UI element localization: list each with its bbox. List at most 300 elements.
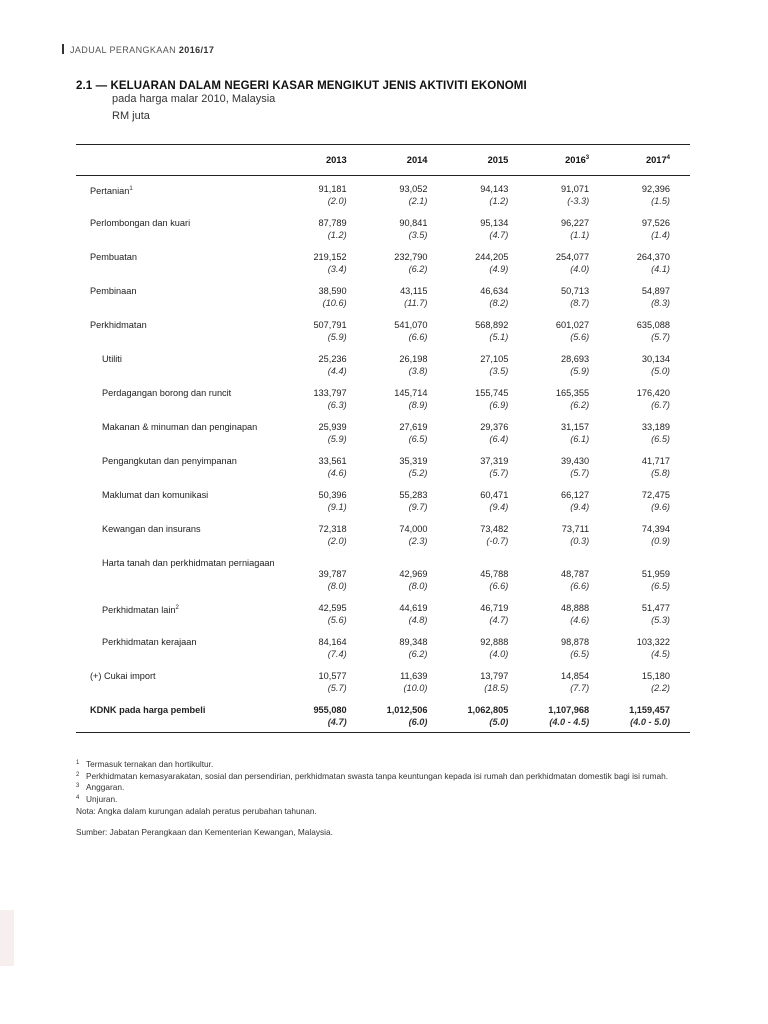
value-percent-change: (4.1) [651,263,670,274]
value-number: 95,134 [480,218,509,228]
row-label-text: Pengangkutan dan penyimpanan [102,456,237,466]
footnotes-block [76,759,696,838]
value-cell [609,597,690,631]
running-header [62,44,214,55]
row-label [76,597,296,631]
value-number: 13,797 [480,671,509,681]
value-cell [296,280,367,314]
value-number: 48,888 [561,603,590,613]
value-number: 26,198 [399,354,428,364]
table-row [76,348,690,382]
value-cell [447,552,528,597]
value-number: 28,693 [561,354,590,364]
value-percent-change: (9.4) [489,501,509,512]
row-label [76,552,296,597]
value-cell [528,348,609,382]
value-number: 541,070 [394,320,428,330]
value-percent-change: (7.4) [327,648,347,659]
row-label-text: Perlombongan dan kuari [90,218,191,228]
value-cell [609,416,690,450]
footnote-text: Unjuran. [86,793,118,804]
col-header-2017 [609,145,690,176]
row-label [76,314,296,348]
value-cell [367,552,448,597]
value-number: 46,634 [480,286,509,296]
value-percent-change: (1.1) [570,229,590,240]
value-number: 35,319 [399,456,428,466]
value-number: 219,152 [313,252,347,262]
value-cell [367,484,448,518]
value-cell [367,597,448,631]
header-label-cell [76,145,296,176]
table-row [76,382,690,416]
value-percent-change: (1.2) [327,229,347,240]
row-label-text: Pembinaan [90,286,137,296]
value-cell [528,212,609,246]
value-percent-change: (5.9) [327,331,347,342]
table-row [76,280,690,314]
value-percent-change: (4.0 - 4.5) [549,716,590,727]
value-cell [609,518,690,552]
value-percent-change: (5.2) [408,467,428,478]
value-number: 39,787 [318,569,347,579]
value-cell [296,176,367,213]
value-percent-change: (4.6) [570,614,590,625]
row-label-text: Maklumat dan komunikasi [102,490,209,500]
value-percent-change: (5.7) [489,467,509,478]
value-number: 38,590 [318,286,347,296]
value-number: 90,841 [399,218,428,228]
row-label [76,665,296,699]
col-header-2014 [367,145,448,176]
value-percent-change: (5.7) [327,682,347,693]
footnote [76,782,696,794]
row-label [76,450,296,484]
value-percent-change: (5.0) [651,365,670,376]
value-percent-change: (6.2) [408,263,428,274]
value-percent-change: (2.3) [408,535,428,546]
value-percent-change: (2.2) [651,682,670,693]
value-percent-change: (10.0) [403,682,428,693]
value-number: 1,159,457 [629,705,670,715]
table-row [76,631,690,665]
value-cell [447,348,528,382]
value-number: 103,322 [636,637,670,647]
value-cell [528,246,609,280]
value-cell [447,597,528,631]
value-cell [609,314,690,348]
value-number: 1,107,968 [548,705,590,715]
value-cell [296,631,367,665]
table-header [76,145,690,176]
value-number: 51,959 [641,569,670,579]
header-bar-marker [62,44,64,54]
row-label-text: Makanan & minuman dan penginapan [102,422,258,432]
value-number: 244,205 [475,252,509,262]
value-cell [296,416,367,450]
table-row [76,212,690,246]
row-label-text: Kewangan dan insurans [102,524,201,534]
gdp-table [76,144,690,733]
row-label-text: Pembuatan [90,252,137,262]
row-label-text: (+) Cukai import [90,671,156,681]
value-number: 507,791 [313,320,347,330]
value-cell [296,348,367,382]
value-number: 84,164 [318,637,347,647]
value-number: 91,071 [561,184,590,194]
value-number: 46,719 [480,603,509,613]
row-label-text: Utiliti [102,354,122,364]
col-header-2015 [447,145,528,176]
value-percent-change: (5.7) [570,467,590,478]
value-number: 1,012,506 [386,705,428,715]
value-percent-change: (4.8) [408,614,428,625]
value-number: 254,077 [555,252,590,262]
value-percent-change: (9.6) [651,501,670,512]
value-percent-change: (18.5) [484,682,509,693]
value-number: 98,878 [561,637,590,647]
value-percent-change: (6.4) [489,433,509,444]
value-number: 25,939 [318,422,347,432]
value-percent-change: (5.9) [327,433,347,444]
value-percent-change: (4.7) [327,716,347,727]
value-number: 94,143 [480,184,509,194]
value-number: 31,157 [561,422,590,432]
col-year: 2017 [645,155,667,166]
value-percent-change: (1.2) [489,195,509,206]
value-number: 27,619 [399,422,428,432]
value-cell [447,631,528,665]
table-row [76,699,690,733]
value-number: 93,052 [399,184,428,194]
value-cell [528,416,609,450]
value-percent-change: (6.6) [570,580,590,591]
value-number: 165,355 [555,388,590,398]
value-percent-change: (6.5) [570,648,590,659]
value-percent-change: (9.4) [570,501,590,512]
value-number: 96,227 [561,218,590,228]
value-percent-change: (8.3) [651,297,670,308]
value-percent-change: (0.3) [570,535,590,546]
table-row [76,246,690,280]
value-percent-change: (5.1) [489,331,509,342]
value-cell [447,246,528,280]
value-percent-change: (6.2) [408,648,428,659]
footnote-mark: 3 [76,783,80,789]
value-cell [296,484,367,518]
value-cell [609,699,690,733]
value-cell [528,280,609,314]
row-label-text: Perkhidmatan lain [102,605,176,616]
row-label [76,382,296,416]
value-percent-change: (4.0) [570,263,590,274]
value-cell [367,246,448,280]
footnote-mark: 4 [76,794,80,801]
footnote [76,771,696,783]
col-year: 2015 [487,155,509,166]
col-sup: 3 [585,154,590,161]
value-number: 50,713 [561,286,590,296]
value-number: 33,561 [318,456,347,466]
value-percent-change: (4.6) [327,467,347,478]
value-cell [367,314,448,348]
value-number: 30,134 [641,354,670,364]
side-tab-marker [0,910,14,966]
table-row [76,416,690,450]
value-number: 55,283 [399,490,428,500]
value-cell [528,518,609,552]
value-percent-change: (2.0) [327,195,347,206]
value-number: 45,788 [480,569,509,579]
value-number: 74,000 [399,524,428,534]
value-percent-change: (6.6) [408,331,428,342]
value-percent-change: (11.7) [404,297,428,308]
value-number: 635,088 [636,320,670,330]
value-cell [528,382,609,416]
footnote-text: Termasuk ternakan dan hortikultur. [86,759,214,769]
value-cell [296,665,367,699]
value-number: 92,396 [641,184,670,194]
value-percent-change: (3.8) [408,365,428,376]
row-label [76,699,296,733]
value-percent-change: (8.9) [408,399,428,410]
value-number: 27,105 [480,354,509,364]
row-label [76,280,296,314]
col-year: 2013 [325,155,347,166]
col-header-2013 [296,145,367,176]
value-cell [528,450,609,484]
table-row [76,665,690,699]
value-number: 955,080 [313,705,347,715]
value-percent-change: (4.5) [651,648,670,659]
value-percent-change: (5.9) [570,365,590,376]
value-cell [367,450,448,484]
value-percent-change: (4.7) [489,229,509,240]
value-percent-change: (4.9) [489,263,509,274]
value-number: 74,394 [641,524,670,534]
value-cell [367,699,448,733]
table-note: Nota: Angka dalam kurungan adalah peratus perubahan tahunan. [76,806,317,816]
value-cell [528,699,609,733]
table-row [76,518,690,552]
row-label-text: Perkhidmatan [90,320,147,330]
table-row [76,597,690,631]
value-cell [367,518,448,552]
value-number: 568,892 [475,320,509,330]
value-percent-change: (9.1) [327,501,347,512]
value-percent-change: (1.5) [651,195,670,206]
table-row [76,176,690,213]
value-percent-change: (2.1) [408,195,428,206]
value-percent-change: (6.0) [408,716,428,727]
value-cell [609,631,690,665]
value-cell [609,382,690,416]
row-label [76,631,296,665]
value-number: 37,319 [480,456,509,466]
value-number: 176,420 [636,388,670,398]
row-label-text: Pertanian [90,186,130,197]
value-percent-change: (6.5) [651,433,670,444]
value-percent-change: (1.4) [651,229,670,240]
running-header-year: 2016/17 [178,45,215,55]
value-number: 66,127 [561,490,590,500]
table-title-block [76,80,527,122]
value-number: 51,477 [641,603,670,613]
value-percent-change: (6.1) [570,433,590,444]
value-number: 72,318 [318,524,347,534]
value-number: 87,789 [318,218,347,228]
value-number: 155,745 [475,388,509,398]
value-cell [367,280,448,314]
row-label [76,484,296,518]
value-percent-change: (5.6) [327,614,347,625]
value-cell [296,597,367,631]
col-year: 2016 [565,155,586,166]
value-percent-change: (3.4) [327,263,347,274]
row-label [76,246,296,280]
value-number: 72,475 [641,490,670,500]
value-cell [367,631,448,665]
row-label-text: Perdagangan borong dan runcit [102,388,232,398]
value-cell [447,212,528,246]
value-number: 91,181 [318,184,347,194]
table-body [76,176,690,733]
value-cell [447,484,528,518]
value-percent-change: (8.7) [570,297,590,308]
value-number: 48,787 [561,569,590,579]
row-label-text: Harta tanah dan perkhidmatan perniagaan [102,558,275,568]
value-cell [447,518,528,552]
row-label [76,348,296,382]
value-cell [528,484,609,518]
value-number: 41,717 [641,456,670,466]
value-percent-change: (6.5) [651,580,670,591]
value-percent-change: (8.0) [408,580,428,591]
value-cell [367,416,448,450]
value-cell [528,631,609,665]
value-percent-change: (9.7) [408,501,428,512]
value-number: 73,711 [561,524,590,534]
value-percent-change: (5.7) [651,331,670,342]
value-number: 15,180 [641,671,670,681]
value-cell [447,699,528,733]
value-cell [447,450,528,484]
value-percent-change: (5.6) [570,331,590,342]
value-cell [296,246,367,280]
value-percent-change: (10.6) [322,297,347,308]
value-cell [528,665,609,699]
value-number: 50,396 [318,490,347,500]
value-percent-change: (7.7) [570,682,590,693]
value-percent-change: (8.0) [327,580,347,591]
value-cell [367,382,448,416]
value-percent-change: (-0.7) [486,535,509,546]
value-percent-change: (4.0 - 5.0) [630,716,670,727]
value-cell [528,597,609,631]
row-label [76,416,296,450]
value-percent-change: (2.0) [327,535,347,546]
value-percent-change: (5.0) [489,716,509,727]
footnote-mark: 2 [76,771,80,778]
table-row [76,484,690,518]
col-year: 2014 [406,155,428,166]
value-cell [528,176,609,213]
table-row [76,450,690,484]
value-number: 97,526 [641,218,670,228]
value-number: 43,115 [400,286,428,296]
value-percent-change: (6.3) [327,399,347,410]
value-cell [447,382,528,416]
footnote-text: Anggaran. [86,782,125,792]
value-cell [367,212,448,246]
table-header-row [76,145,690,176]
value-number: 145,714 [394,388,428,398]
value-cell [296,552,367,597]
value-number: 1,062,805 [467,705,509,715]
value-number: 73,482 [480,524,509,534]
footnote [76,759,696,771]
value-percent-change: (6.5) [408,433,428,444]
value-cell [367,348,448,382]
value-number: 44,619 [399,603,428,613]
col-header-2016 [528,145,609,176]
row-label-text: Perkhidmatan kerajaan [102,637,197,647]
footnote-text: Perkhidmatan kemasyarakatan, sosial dan persendirian, perkhidmatan swasta tanpa keuntungan kepada isi rumah dan perkhidmatan domestik bagi isi rumah. [86,770,669,781]
value-cell [609,212,690,246]
value-number: 232,790 [394,252,428,262]
value-percent-change: (4.4) [327,365,347,376]
value-cell [296,450,367,484]
value-percent-change: (6.7) [651,399,670,410]
value-percent-change: (-3.3) [567,195,590,206]
value-cell [609,665,690,699]
value-number: 42,969 [399,569,428,579]
value-number: 14,854 [561,671,590,681]
value-cell [296,382,367,416]
value-cell [296,314,367,348]
row-label [76,212,296,246]
value-number: 60,471 [480,490,509,500]
value-cell [447,314,528,348]
value-cell [447,416,528,450]
table-title: 2.1 — KELUARAN DALAM NEGERI KASAR MENGIKUT JENIS AKTIVITI EKONOMI [76,80,527,92]
value-cell [609,484,690,518]
row-label-sup: 1 [129,186,133,192]
value-cell [447,280,528,314]
value-percent-change: (3.5) [489,365,509,376]
value-cell [447,665,528,699]
value-percent-change: (8.2) [489,297,509,308]
col-sup: 4 [666,154,670,161]
footnote-mark: 1 [76,760,80,766]
value-percent-change: (6.9) [489,399,509,410]
value-cell [528,552,609,597]
value-number: 92,888 [480,637,509,647]
value-number: 133,797 [313,388,347,398]
table-row [76,552,690,597]
value-number: 54,897 [641,286,670,296]
value-cell [609,552,690,597]
value-percent-change: (4.7) [489,614,509,625]
row-label [76,518,296,552]
value-cell [609,176,690,213]
value-number: 601,027 [555,320,590,330]
value-percent-change: (0.9) [651,535,670,546]
running-header-label: JADUAL PERANGKAAN [70,45,176,55]
value-cell [367,176,448,213]
row-label-text: KDNK pada harga pembeli [90,705,206,715]
value-percent-change: (6.2) [570,399,590,410]
